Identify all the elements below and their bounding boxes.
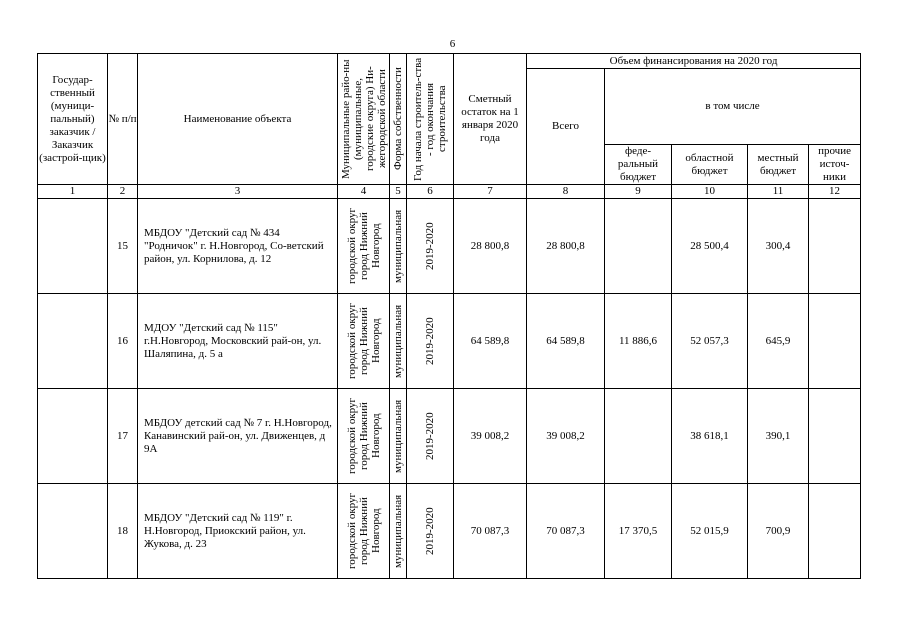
row-estimate: 28 800,8 bbox=[454, 199, 527, 294]
header-municipality: Муниципальные райо-ны (муниципальные, городские округа) Ни-жегородской области bbox=[339, 59, 388, 179]
row-object-name: МБДОУ детский сад № 7 г. Н.Новгород, Канавинский рай-он, ул. Движенцев, д 9А bbox=[138, 389, 338, 484]
row-years: 2019-2020 bbox=[424, 222, 436, 270]
row-customer bbox=[38, 199, 108, 294]
row-total: 70 087,3 bbox=[527, 484, 605, 579]
col-number: 6 bbox=[407, 185, 454, 199]
row-ownership-cell bbox=[390, 389, 407, 484]
header-estimate: Сметный остаток на 1 января 2020 года bbox=[454, 54, 527, 185]
row-object-name: МБДОУ "Детский сад № 434 "Родничок" г. Н.Новгород, Со-ветский район, ул. Корнилова, д. 12 bbox=[138, 199, 338, 294]
col-number: 3 bbox=[138, 185, 338, 199]
col-number: 11 bbox=[748, 185, 809, 199]
row-federal: 17 370,5 bbox=[605, 484, 672, 579]
row-municipality-cell bbox=[338, 389, 390, 484]
row-municipality-cell bbox=[338, 199, 390, 294]
header-funding: Объем финансирования на 2020 год bbox=[527, 54, 861, 69]
header-row-1 bbox=[38, 54, 861, 69]
header-years: Год начала строитель-ства - год окончания строительства bbox=[412, 57, 448, 181]
row-regional: 52 015,9 bbox=[672, 484, 748, 579]
row-regional: 38 618,1 bbox=[672, 389, 748, 484]
row-ownership: муниципальная bbox=[392, 494, 404, 568]
row-federal: 11 886,6 bbox=[605, 294, 672, 389]
row-federal bbox=[605, 199, 672, 294]
row-total: 64 589,8 bbox=[527, 294, 605, 389]
row-municipality: городской округ город Нижний Новгород bbox=[345, 302, 382, 380]
table-row bbox=[38, 484, 861, 579]
table-row bbox=[38, 389, 861, 484]
row-total: 28 800,8 bbox=[527, 199, 605, 294]
row-other bbox=[809, 294, 861, 389]
row-ownership-cell bbox=[390, 294, 407, 389]
header-federal: феде-ральный бюджет bbox=[605, 145, 672, 185]
row-municipality: городской округ город Нижний Новгород bbox=[345, 492, 382, 570]
row-num: 15 bbox=[108, 199, 138, 294]
header-municipality-cell bbox=[338, 54, 390, 185]
row-years: 2019-2020 bbox=[424, 317, 436, 365]
page-number: 6 bbox=[449, 38, 456, 50]
header-customer: Государ-ственный (муници-пальный) заказчик / Заказчик (застрой-щик) bbox=[38, 54, 108, 185]
table-row bbox=[38, 294, 861, 389]
header-local: местный бюджет bbox=[748, 145, 809, 185]
row-estimate: 70 087,3 bbox=[454, 484, 527, 579]
row-local: 645,9 bbox=[748, 294, 809, 389]
row-municipality-cell bbox=[338, 294, 390, 389]
row-ownership-cell bbox=[390, 199, 407, 294]
row-years-cell bbox=[407, 389, 454, 484]
col-number: 2 bbox=[108, 185, 138, 199]
row-num: 16 bbox=[108, 294, 138, 389]
row-total: 39 008,2 bbox=[527, 389, 605, 484]
header-ownership: Форма собственности bbox=[392, 67, 404, 171]
row-other bbox=[809, 389, 861, 484]
row-local: 300,4 bbox=[748, 199, 809, 294]
col-number: 8 bbox=[527, 185, 605, 199]
header-including: в том числе bbox=[605, 69, 861, 145]
col-number: 7 bbox=[454, 185, 527, 199]
row-municipality-cell bbox=[338, 484, 390, 579]
row-object-name: МБДОУ "Детский сад № 119" г. Н.Новгород, Приокский район, ул. Жукова, д. 23 bbox=[138, 484, 338, 579]
row-estimate: 39 008,2 bbox=[454, 389, 527, 484]
row-customer bbox=[38, 484, 108, 579]
row-other bbox=[809, 199, 861, 294]
header-ownership-cell bbox=[390, 54, 407, 185]
col-number: 1 bbox=[38, 185, 108, 199]
row-other bbox=[809, 484, 861, 579]
row-local: 390,1 bbox=[748, 389, 809, 484]
financing-table bbox=[37, 53, 861, 579]
column-number-row bbox=[38, 185, 861, 199]
row-num: 18 bbox=[108, 484, 138, 579]
col-number: 10 bbox=[672, 185, 748, 199]
row-years-cell bbox=[407, 294, 454, 389]
row-years-cell bbox=[407, 199, 454, 294]
row-years-cell bbox=[407, 484, 454, 579]
row-ownership: муниципальная bbox=[392, 304, 404, 378]
row-federal bbox=[605, 389, 672, 484]
table-row bbox=[38, 199, 861, 294]
row-municipality: городской округ город Нижний Новгород bbox=[345, 397, 382, 475]
header-object-name: Наименование объекта bbox=[138, 54, 338, 185]
header-years-cell bbox=[407, 54, 454, 185]
row-local: 700,9 bbox=[748, 484, 809, 579]
row-estimate: 64 589,8 bbox=[454, 294, 527, 389]
row-regional: 28 500,4 bbox=[672, 199, 748, 294]
col-number: 12 bbox=[809, 185, 861, 199]
header-num: № п/п bbox=[108, 54, 138, 185]
col-number: 9 bbox=[605, 185, 672, 199]
row-ownership-cell bbox=[390, 484, 407, 579]
row-customer bbox=[38, 294, 108, 389]
row-ownership: муниципальная bbox=[392, 399, 404, 473]
header-regional: областной бюджет bbox=[672, 145, 748, 185]
header-total: Всего bbox=[527, 69, 605, 185]
row-municipality: городской округ город Нижний Новгород bbox=[345, 207, 382, 285]
row-years: 2019-2020 bbox=[424, 507, 436, 555]
header-other: прочие источ-ники bbox=[809, 145, 861, 185]
col-number: 4 bbox=[338, 185, 390, 199]
row-ownership: муниципальная bbox=[392, 209, 404, 283]
row-object-name: МДОУ "Детский сад № 115" г.Н.Новгород, Московский рай-он, ул. Шаляпина, д. 5 а bbox=[138, 294, 338, 389]
row-customer bbox=[38, 389, 108, 484]
row-regional: 52 057,3 bbox=[672, 294, 748, 389]
row-years: 2019-2020 bbox=[424, 412, 436, 460]
row-num: 17 bbox=[108, 389, 138, 484]
col-number: 5 bbox=[390, 185, 407, 199]
